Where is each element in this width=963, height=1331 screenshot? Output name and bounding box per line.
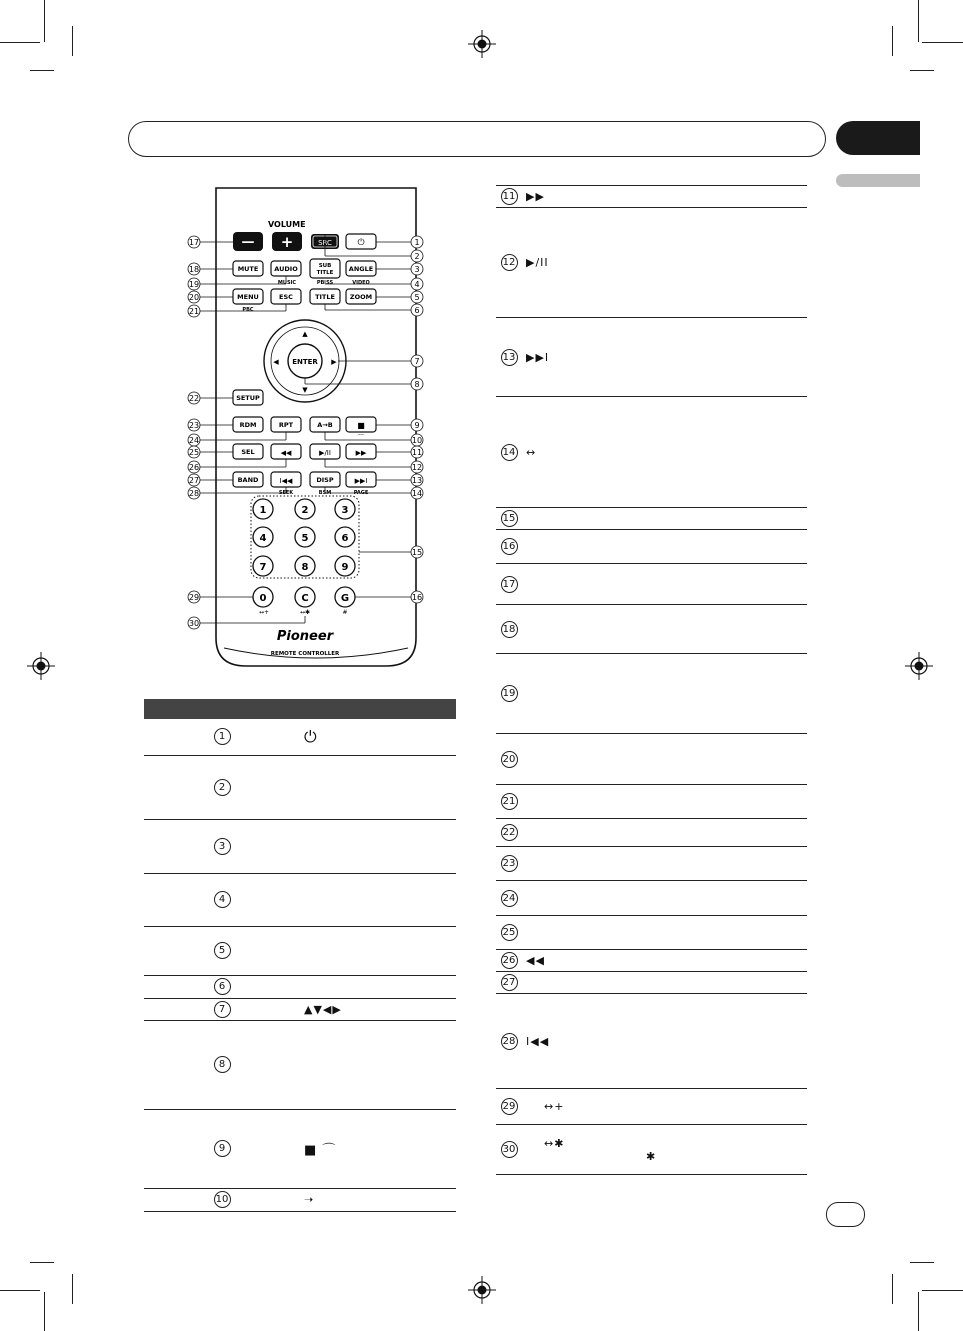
callout-30 — [188, 617, 200, 629]
svg-text:8: 8 — [301, 562, 309, 573]
table-row: 7 ▲▼◀▶ — [144, 998, 456, 1020]
svg-text:TITLE: TITLE — [315, 293, 335, 301]
table-row: 25 — [496, 916, 807, 950]
rpt-button[interactable] — [271, 417, 301, 432]
callout-9 — [411, 419, 423, 431]
callout-1 — [411, 236, 423, 248]
crop-mark — [892, 26, 893, 56]
callout-15 — [411, 546, 423, 558]
svg-text:1: 1 — [414, 238, 420, 247]
callout-27 — [188, 474, 200, 486]
svg-text:▶/II: ▶/II — [319, 449, 331, 457]
svg-text:◀◀: ◀◀ — [280, 449, 292, 457]
svg-text:6: 6 — [414, 306, 420, 315]
callout-18 — [188, 263, 200, 275]
crop-mark — [918, 1292, 919, 1331]
audio-button[interactable] — [271, 261, 301, 276]
callout-11 — [411, 446, 423, 458]
setup-button[interactable] — [233, 390, 263, 405]
zoom-button[interactable] — [346, 289, 376, 304]
svg-text:6: 6 — [341, 533, 349, 544]
table-row: 13 ▶▶I — [496, 318, 807, 397]
svg-text:PBC: PBC — [242, 307, 254, 313]
table-row: 29 ↔+ — [496, 1089, 807, 1125]
svg-text:16: 16 — [411, 593, 423, 602]
callout-26 — [188, 461, 200, 473]
phone-icon: ⌒ — [357, 434, 365, 442]
callout-4 — [411, 278, 423, 290]
volume-plus-button[interactable] — [272, 232, 302, 251]
svg-text:↔+: ↔+ — [258, 609, 270, 616]
svg-text:ZOOM: ZOOM — [349, 293, 373, 301]
callout-12 — [411, 461, 423, 473]
callout-29 — [188, 591, 200, 603]
svg-text:12: 12 — [411, 463, 423, 472]
table-row: 23 — [496, 847, 807, 881]
svg-text:↔✱: ↔✱ — [299, 609, 311, 616]
callout-16 — [411, 591, 423, 603]
svg-text:SUB: SUB — [318, 263, 332, 269]
volume-label: VOLUME — [268, 220, 306, 229]
subtitle-button[interactable] — [310, 259, 340, 278]
callout-7 — [411, 355, 423, 367]
svg-text:G: G — [340, 593, 350, 604]
svg-text:DISP: DISP — [316, 476, 334, 484]
digit-0-button[interactable] — [253, 587, 273, 607]
table-row: 2 — [144, 755, 456, 819]
svg-text:5: 5 — [414, 293, 420, 302]
power-icon: ⏻ — [357, 238, 365, 248]
callout-14 — [411, 487, 423, 499]
crop-mark — [0, 42, 40, 43]
title-button[interactable] — [310, 289, 340, 304]
right-arrow-icon: ▶ — [331, 358, 337, 366]
callout-17 — [188, 236, 200, 248]
disp-button[interactable] — [310, 472, 340, 487]
table-row: 16 — [496, 530, 807, 564]
svg-text:AUDIO: AUDIO — [274, 265, 298, 273]
table-row: 14 ↔ — [496, 397, 807, 508]
volume-minus-button[interactable] — [233, 232, 263, 251]
remote-illustration — [180, 180, 440, 680]
registration-mark-right — [905, 652, 933, 680]
esc-button[interactable] — [271, 289, 301, 304]
callout-19 — [188, 278, 200, 290]
registration-mark-bottom — [468, 1276, 496, 1304]
digit-2-button[interactable] — [295, 499, 315, 519]
callout-13 — [411, 474, 423, 486]
callout-3 — [411, 263, 423, 275]
table-row: 19 — [496, 654, 807, 734]
svg-text:+: + — [280, 233, 294, 251]
svg-text:SEEK: SEEK — [278, 490, 294, 496]
svg-text:15: 15 — [411, 548, 423, 557]
mute-button[interactable] — [233, 261, 263, 276]
svg-text:BAND: BAND — [237, 476, 259, 484]
callout-28 — [188, 487, 200, 499]
table-row: 17 — [496, 564, 807, 605]
svg-text:22: 22 — [188, 394, 200, 403]
svg-text:ESC: ESC — [279, 293, 293, 301]
play-pause-button[interactable] — [310, 444, 340, 459]
svg-text:MUTE: MUTE — [237, 265, 259, 273]
table-row: 18 — [496, 605, 807, 654]
svg-text:SETUP: SETUP — [236, 394, 260, 402]
svg-text:PAGE: PAGE — [353, 490, 369, 496]
language-tab — [836, 174, 920, 187]
digit-5-button[interactable] — [295, 527, 315, 547]
svg-text:1: 1 — [259, 505, 267, 516]
sel-button[interactable] — [233, 444, 263, 459]
svg-text:8: 8 — [414, 380, 420, 389]
svg-text:4: 4 — [414, 280, 420, 289]
digit-7-button[interactable] — [253, 556, 273, 576]
svg-text:I◀◀: I◀◀ — [279, 477, 293, 485]
svg-text:3: 3 — [341, 505, 349, 516]
svg-text:5: 5 — [301, 533, 309, 544]
crop-mark — [918, 0, 919, 42]
table-row: 5 — [144, 926, 456, 975]
left-arrow-icon: ◀ — [273, 358, 279, 366]
svg-text:0: 0 — [259, 593, 267, 604]
table-row: 10 ➝ — [144, 1188, 456, 1211]
crop-mark — [44, 1292, 45, 1331]
page-number-box — [826, 1202, 865, 1227]
svg-text:2: 2 — [414, 252, 420, 261]
table-row: 4 — [144, 873, 456, 926]
svg-text:TITLE: TITLE — [316, 270, 334, 276]
menu-button[interactable] — [233, 289, 263, 304]
svg-text:24: 24 — [188, 436, 200, 445]
svg-text:17: 17 — [188, 238, 200, 247]
crop-mark — [892, 1274, 893, 1304]
digit-6-button[interactable] — [335, 527, 355, 547]
svg-text:29: 29 — [188, 593, 200, 602]
svg-text:20: 20 — [188, 293, 200, 302]
svg-text:7: 7 — [259, 562, 267, 573]
crop-mark — [910, 70, 934, 71]
table-row: 27 — [496, 972, 807, 994]
svg-text:MUSIC: MUSIC — [277, 280, 297, 286]
callout-22 — [188, 392, 200, 404]
svg-text:ANGLE: ANGLE — [348, 265, 374, 273]
svg-text:11: 11 — [411, 448, 423, 457]
table-row: 1 ⏻ — [144, 719, 456, 755]
crop-mark — [910, 1262, 934, 1263]
svg-text:4: 4 — [259, 533, 267, 544]
a-b-button[interactable] — [310, 417, 340, 432]
table-row: 15 — [496, 508, 807, 530]
callout-2 — [411, 250, 423, 262]
crop-mark — [72, 1274, 73, 1304]
svg-text:7: 7 — [414, 357, 420, 366]
digit-3-button[interactable] — [335, 499, 355, 519]
key-table-left — [144, 699, 456, 1212]
digit-4-button[interactable] — [253, 527, 273, 547]
up-arrow-icon: ▲ — [302, 330, 308, 338]
digit-1-button[interactable] — [253, 499, 273, 519]
chapter-header-bar — [128, 121, 826, 157]
table-row: 24 — [496, 881, 807, 916]
band-button[interactable] — [233, 472, 263, 487]
table-row: 6 — [144, 975, 456, 998]
table-row: 20 — [496, 734, 807, 785]
table-row: 12 ▶/II — [496, 208, 807, 318]
svg-text:2: 2 — [301, 505, 309, 516]
callout-5 — [411, 291, 423, 303]
digit-9-button[interactable] — [335, 556, 355, 576]
svg-text:PB SS: PB SS — [316, 280, 334, 286]
registration-mark-left — [27, 652, 55, 680]
down-arrow-icon: ▼ — [302, 386, 308, 394]
power-button[interactable] — [346, 234, 376, 249]
svg-text:19: 19 — [188, 280, 200, 289]
table-row: 21 — [496, 785, 807, 819]
crop-mark — [0, 1290, 40, 1291]
table-row: 8 — [144, 1020, 456, 1109]
svg-text:ENTER: ENTER — [292, 358, 318, 366]
rewind-button[interactable] — [271, 444, 301, 459]
callout-23 — [188, 419, 200, 431]
svg-text:—: — — [241, 235, 255, 250]
svg-text:SEL: SEL — [241, 448, 255, 456]
pioneer-logo: Pioneer — [276, 629, 334, 644]
table-row: 30 ↔✱ ✱ — [496, 1125, 807, 1175]
svg-text:RDM: RDM — [239, 421, 257, 429]
callout-6 — [411, 304, 423, 316]
crop-mark — [72, 26, 73, 56]
chapter-tab — [836, 121, 920, 155]
rdm-button[interactable] — [233, 417, 263, 432]
svg-text:18: 18 — [188, 265, 200, 274]
callout-25 — [188, 446, 200, 458]
svg-text:▶▶I: ▶▶I — [354, 477, 368, 485]
table-row: 9 ■ ⌒ — [144, 1109, 456, 1188]
svg-text:C: C — [301, 593, 309, 604]
svg-text:13: 13 — [411, 476, 423, 485]
svg-text:SRC: SRC — [318, 239, 332, 247]
svg-text:▶▶: ▶▶ — [355, 449, 367, 457]
table-row: 22 — [496, 819, 807, 847]
callout-24 — [188, 434, 200, 446]
angle-button[interactable] — [346, 261, 376, 276]
callout-10 — [411, 434, 423, 446]
crop-mark — [922, 1290, 963, 1291]
svg-text:27: 27 — [188, 476, 200, 485]
svg-text:A→B: A→B — [317, 421, 333, 429]
svg-text:RPT: RPT — [278, 421, 294, 429]
previous-button[interactable] — [271, 472, 301, 487]
c-button[interactable] — [295, 587, 315, 607]
svg-text:9: 9 — [414, 421, 420, 430]
key-table-right — [496, 185, 807, 1175]
registration-mark-top — [468, 30, 496, 58]
crop-mark — [922, 42, 963, 43]
callout-20 — [188, 291, 200, 303]
svg-text:VIDEO: VIDEO — [352, 280, 370, 286]
svg-text:28: 28 — [188, 489, 200, 498]
svg-text:14: 14 — [411, 489, 423, 498]
table-row: 26 ◀◀ — [496, 950, 807, 972]
table-row: 28 I◀◀ — [496, 994, 807, 1089]
enter-button[interactable] — [288, 344, 322, 378]
digit-8-button[interactable] — [295, 556, 315, 576]
svg-text:9: 9 — [341, 562, 349, 573]
svg-text:#: # — [342, 609, 348, 616]
crop-mark — [30, 1262, 54, 1263]
svg-text:MENU: MENU — [237, 293, 259, 301]
svg-text:21: 21 — [188, 307, 200, 316]
stop-button[interactable] — [346, 417, 376, 432]
svg-text:■: ■ — [357, 421, 365, 430]
table-row: 11 ▶▶ — [496, 186, 807, 208]
svg-text:REMOTE CONTROLLER: REMOTE CONTROLLER — [270, 651, 340, 657]
crop-mark — [30, 70, 54, 71]
g-button[interactable] — [335, 587, 355, 607]
fast-forward-button[interactable] — [346, 444, 376, 459]
svg-text:10: 10 — [411, 436, 423, 445]
table-header — [144, 699, 456, 719]
svg-text:25: 25 — [188, 448, 200, 457]
crop-mark — [44, 0, 45, 42]
svg-text:26: 26 — [188, 463, 200, 472]
next-button[interactable] — [346, 472, 376, 487]
callout-8 — [411, 378, 423, 390]
svg-text:3: 3 — [414, 265, 420, 274]
table-row: 3 — [144, 819, 456, 873]
callout-21 — [188, 305, 200, 317]
svg-text:23: 23 — [188, 421, 200, 430]
svg-text:30: 30 — [188, 619, 200, 628]
svg-text:BSM: BSM — [318, 490, 332, 496]
